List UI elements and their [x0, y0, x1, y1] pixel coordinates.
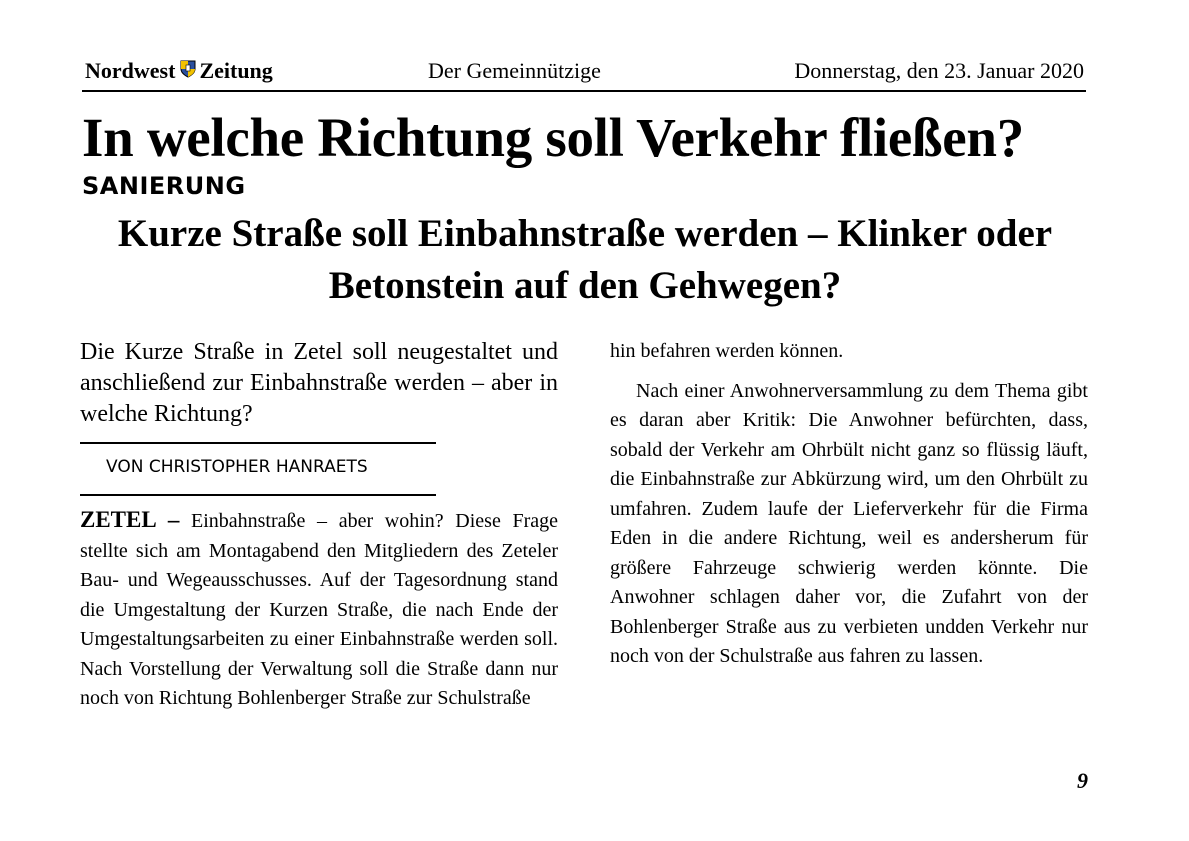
- dateline: ZETEL –: [80, 507, 180, 532]
- byline-rule-bottom: [80, 494, 436, 496]
- body-continuation: hin befahren werden können.: [610, 340, 844, 362]
- brand-right: Zeitung: [199, 58, 273, 83]
- byline-rule-top: [80, 442, 436, 444]
- lead-paragraph: Die Kurze Straße in Zetel soll neugestaltet und anschließend zur Einbahnstraße werden – aber in welche Richtung?: [80, 339, 558, 427]
- article-column-2: [610, 337, 1088, 672]
- brand-left: Nordwest: [85, 58, 176, 83]
- body-paragraph: [80, 505, 558, 714]
- body-text-1: Einbahnstraße – aber wohin? Diese Frage stellte sich am Montagabend den Mitgliedern des Zeteler Bau- und Wegeausschusses. Auf der Tagesordnung stand die Umgestaltung der Kurzen Straße, die nach Ende der Umgestaltungsarbeiten zu einer Einbahnstraße werden soll. Nach Vorstellung der Verwaltung soll die Straße dann nur noch von Richtung Bohlenberger Straße zur Schulstraße: [80, 510, 559, 709]
- issue-date: Donnerstag, den 23. Januar 2020: [794, 58, 1084, 83]
- page-number: 9: [1077, 768, 1088, 793]
- article-column-1: [80, 505, 558, 714]
- newspaper-logo: [85, 58, 273, 84]
- subheadline: Kurze Straße soll Einbahnstraße werden – Klinker oder Betonstein auf den Gehwegen?: [117, 212, 1053, 307]
- body-paragraph-2: Nach einer Anwohnerversammlung zu dem Thema gibt es daran aber Kritik: Die Anwohner befürchten, dass, sobald der Verkehr am Ohrbült nicht ganz so flüssig läuft, die Einbahnstraße zur Abkürzung wird, um den Ohrbült zu umfahren. Zudem laufe der Lieferverkehr für die Firma Eden in die andere Richtung, weil es andersherum für größere Fahrzeuge schwierig werden könnte. Die Anwohner schlagen daher vor, die Zufahrt von der Bohlenberger Straße aus zu verbieten undden Verkehr nur noch von der Schulstraße aus fahren zu lassen.: [610, 379, 1088, 667]
- headline: In welche Richtung soll Verkehr fließen?: [82, 107, 1024, 168]
- coat-of-arms-icon: [180, 58, 196, 84]
- edition-name: Der Gemeinnützige: [428, 58, 601, 83]
- kicker: SANIERUNG: [82, 172, 246, 200]
- masthead: [82, 56, 1086, 92]
- byline: VON CHRISTOPHER HANRAETS: [106, 457, 368, 477]
